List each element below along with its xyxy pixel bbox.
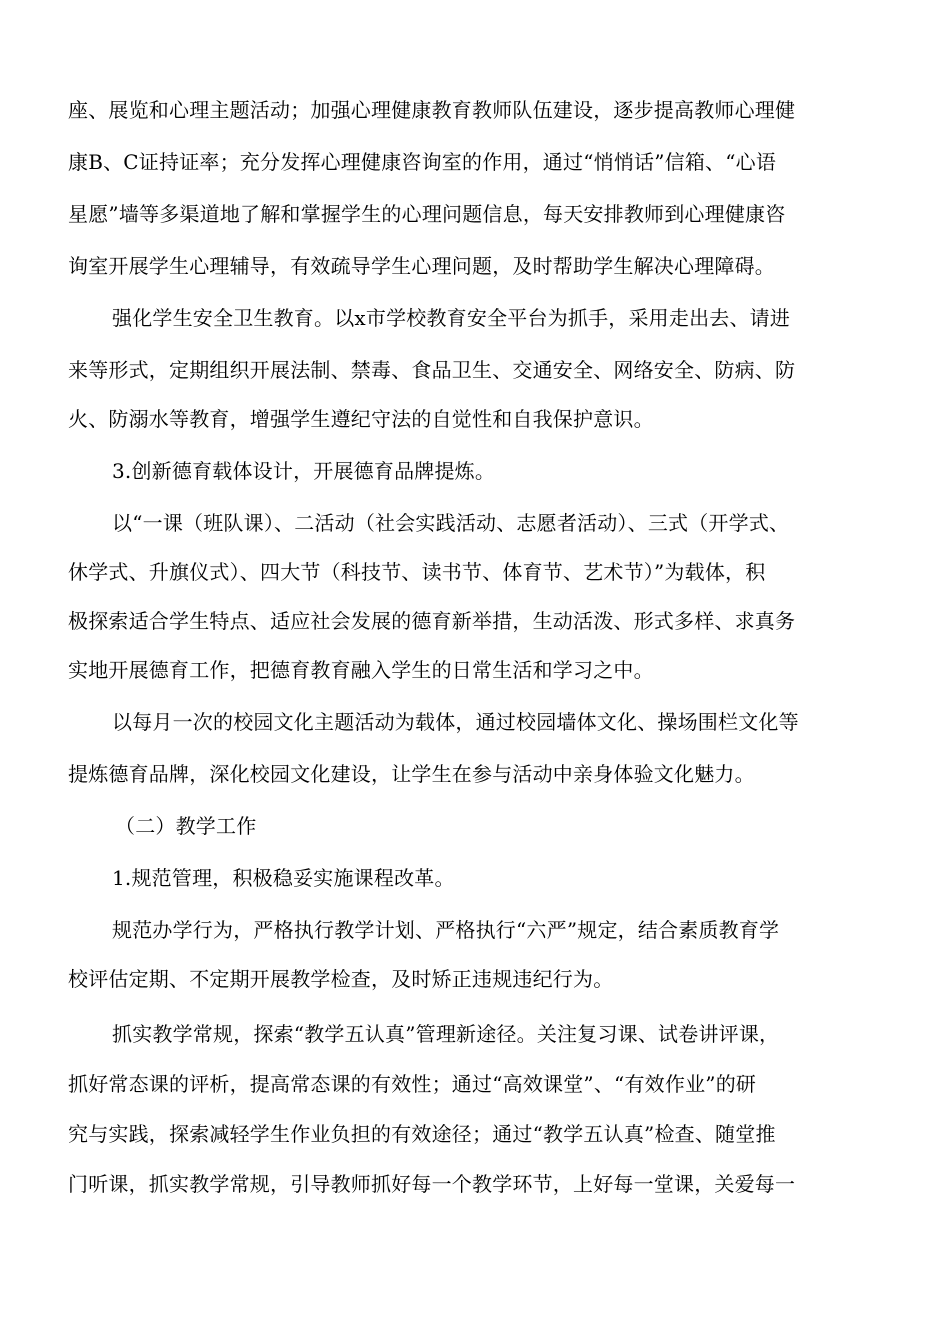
paragraph-line: 以每月一次的校园文化主题活动为载体，通过校园墙体文化、操场围栏文化等 [112,710,799,734]
section-heading: 1.规范管理，积极稳妥实施课程改革。 [112,866,455,890]
paragraph-line: 火、防溺水等教育，增强学生遵纪守法的自觉性和自我保护意识。 [68,407,654,431]
paragraph-line: 实地开展德育工作，把德育教育融入学生的日常生活和学习之中。 [68,658,654,682]
paragraph-line: 极探索适合学生特点、适应社会发展的德育新举措，生动活泼、形式多样、求真务 [68,609,796,633]
paragraph-line: 休学式、升旗仪式）、四大节（科技节、读书节、体育节、艺术节）”为载体，积 [68,560,766,584]
paragraph-line: 座、展览和心理主题活动；加强心理健康教育教师队伍建设，逐步提高教师心理健 [68,98,796,122]
paragraph-line: 规范办学行为，严格执行教学计划、严格执行“六严”规定，结合素质教育学 [112,918,780,942]
paragraph-line: 提炼德育品牌，深化校园文化建设，让学生在参与活动中亲身体验文化魅力。 [68,762,755,786]
paragraph-line: 校评估定期、不定期开展教学检查，及时矫正违规违纪行为。 [68,967,614,991]
paragraph-line: 抓好常态课的评析，提高常态课的有效性；通过“高效课堂”、“有效作业”的研 [68,1072,757,1096]
section-heading: 3.创新德育载体设计，开展德育品牌提炼。 [112,459,496,483]
paragraph-line: 门听课，抓实教学常规，引导教师抓好每一个教学环节，上好每一堂课，关爱每一 [68,1172,796,1196]
paragraph-line: 抓实教学常规，探索“教学五认真”管理新途径。关注复习课、试卷讲评课， [112,1022,780,1046]
paragraph-line: 究与实践，探索减轻学生作业负担的有效途径；通过“教学五认真”检查、随堂推 [68,1122,776,1146]
section-heading: （二）教学工作 [115,814,257,838]
paragraph-line: 以“一课（班队课）、二活动（社会实践活动、志愿者活动）、三式（开学式、 [112,511,790,535]
paragraph-line: 询室开展学生心理辅导，有效疏导学生心理问题，及时帮助学生解决心理障碍。 [68,254,775,278]
paragraph-line: 来等形式，定期组织开展法制、禁毒、食品卫生、交通安全、网络安全、防病、防 [68,358,796,382]
paragraph-line: 星愿”墙等多渠道地了解和掌握学生的心理问题信息，每天安排教师到心理健康咨 [68,202,786,226]
paragraph-line: 康B、C证持证率；充分发挥心理健康咨询室的作用，通过“悄悄话”信箱、“心语 [68,150,777,174]
paragraph-line: 强化学生安全卫生教育。以x市学校教育安全平台为抓手，采用走出去、请进 [112,306,791,330]
